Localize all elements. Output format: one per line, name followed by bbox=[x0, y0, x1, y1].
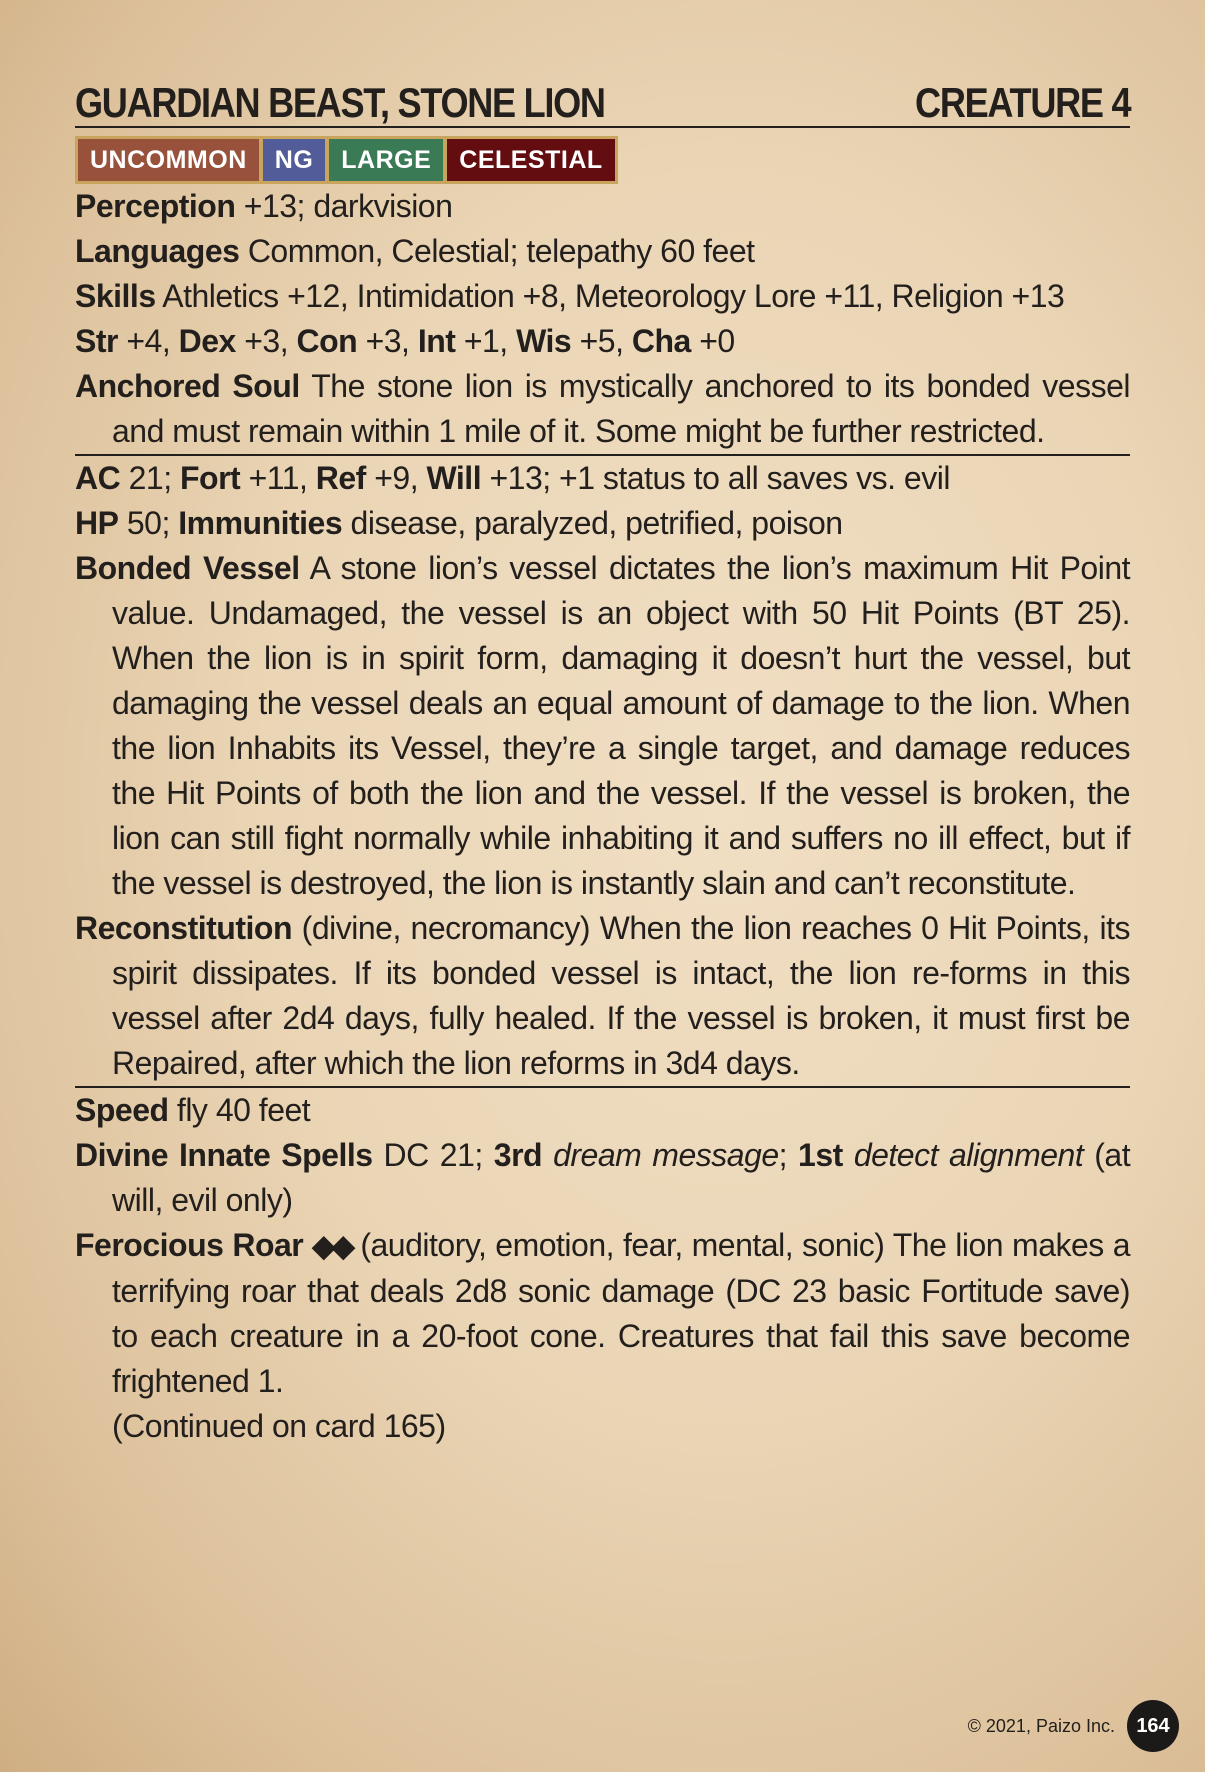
ref-value: +9, bbox=[365, 460, 427, 496]
wis-label: Wis bbox=[516, 323, 572, 359]
ref-label: Ref bbox=[315, 460, 366, 496]
speed-line bbox=[75, 1088, 1130, 1133]
hp-value: 50; bbox=[118, 505, 179, 541]
immunities-value: disease, paralyzed, petrified, poison bbox=[342, 505, 843, 541]
ac-label: AC bbox=[75, 460, 121, 496]
wis-value: +5, bbox=[571, 323, 632, 359]
trait-size: LARGE bbox=[329, 139, 443, 181]
trait-rarity: UNCOMMON bbox=[78, 139, 259, 181]
anchored-soul-line bbox=[75, 364, 1130, 454]
fort-label: Fort bbox=[179, 460, 241, 496]
cha-value: +0 bbox=[690, 323, 735, 359]
page-number-badge: 164 bbox=[1127, 1700, 1179, 1752]
defense-line bbox=[75, 456, 1130, 501]
dex-value: +3, bbox=[235, 323, 297, 359]
skills-text: Athletics +12, Intimidation +8, Meteorology Lore +11, Religion +13 bbox=[155, 278, 1065, 314]
continued-note: (Continued on card 165) bbox=[112, 1408, 446, 1444]
reconstitution-text: (divine, necromancy) When the lion reaches 0 Hit Points, its spirit dissipates. If its bonded vessel is intact, the lion re-forms in this vessel after 2d4 days, fully healed. If the vessel is broken, it must first be Repaired, after which the lion reforms in 3d4 days. bbox=[112, 910, 1130, 1081]
reconstitution-line bbox=[75, 906, 1130, 1086]
spell-rank-1: 1st bbox=[798, 1137, 843, 1173]
ferocious-roar-line bbox=[75, 1223, 1130, 1404]
con-label: Con bbox=[296, 323, 358, 359]
perception-text: +13; darkvision bbox=[235, 188, 453, 224]
two-action-icon: ◆◆ bbox=[312, 1230, 352, 1263]
spells-line bbox=[75, 1133, 1130, 1223]
stat-block bbox=[75, 70, 1130, 1449]
trait-type: CELESTIAL bbox=[447, 139, 614, 181]
anchored-soul-text: The stone lion is mystically anchored to its bonded vessel and must remain within 1 mile of it. Some might be further restricted. bbox=[112, 368, 1131, 449]
creature-level: CREATURE 4 bbox=[914, 79, 1130, 126]
perception-label: Perception bbox=[75, 188, 236, 224]
trait-list bbox=[75, 136, 618, 184]
bonded-vessel-line bbox=[75, 546, 1130, 906]
hp-label: HP bbox=[75, 505, 119, 541]
dex-label: Dex bbox=[178, 323, 236, 359]
immunities-label: Immunities bbox=[178, 505, 343, 541]
int-value: +1, bbox=[455, 323, 517, 359]
spell-dream-message: dream message bbox=[553, 1137, 779, 1173]
title-row bbox=[75, 70, 1130, 128]
card-footer bbox=[968, 1700, 1179, 1752]
skills-line bbox=[75, 274, 1130, 319]
fort-value: +11, bbox=[240, 460, 316, 496]
hp-line bbox=[75, 501, 1130, 546]
str-value: +4, bbox=[117, 323, 179, 359]
creature-name: GUARDIAN BEAST, STONE LION bbox=[75, 79, 605, 126]
skills-label: Skills bbox=[75, 278, 156, 314]
int-label: Int bbox=[417, 323, 456, 359]
bonded-vessel-label: Bonded Vessel bbox=[75, 550, 300, 586]
speed-text: fly 40 feet bbox=[168, 1092, 311, 1128]
spell-rank-3: 3rd bbox=[493, 1137, 543, 1173]
spells-tail: (at will, evil only) bbox=[112, 1137, 1131, 1218]
perception-line bbox=[75, 184, 1130, 229]
str-label: Str bbox=[75, 323, 118, 359]
ferocious-roar-label: Ferocious Roar bbox=[75, 1227, 304, 1263]
spells-separator: ; bbox=[778, 1137, 799, 1173]
reconstitution-label: Reconstitution bbox=[75, 910, 292, 946]
spell-detect-alignment: detect alignment bbox=[853, 1137, 1084, 1173]
languages-text: Common, Celestial; telepathy 60 feet bbox=[239, 233, 755, 269]
ferocious-roar-text: (auditory, emotion, fear, mental, sonic) The lion makes a terrifying roar that deals 2d8 sonic damage (DC 23 basic Fortitude save) to each creature in a 20-foot cone. Creatures that fail this save become frightened 1. bbox=[112, 1227, 1131, 1399]
languages-label: Languages bbox=[75, 233, 240, 269]
cha-label: Cha bbox=[631, 323, 691, 359]
spells-dc: DC 21; bbox=[372, 1137, 494, 1173]
speed-label: Speed bbox=[75, 1092, 169, 1128]
con-value: +3, bbox=[357, 323, 418, 359]
ability-scores-line bbox=[75, 319, 1130, 364]
trait-alignment: NG bbox=[263, 139, 326, 181]
anchored-soul-label: Anchored Soul bbox=[75, 368, 300, 404]
will-label: Will bbox=[426, 460, 482, 496]
copyright: © 2021, Paizo Inc. bbox=[967, 1715, 1115, 1736]
ac-value: 21; bbox=[120, 460, 180, 496]
spells-label: Divine Innate Spells bbox=[75, 1137, 373, 1173]
bonded-vessel-text: A stone lion’s vessel dictates the lion’s maximum Hit Point value. Undamaged, the vessel is an object with 50 Hit Points (BT 25). When the lion is in spirit form, damaging it doesn’t hurt the vessel, but damaging the vessel deals an equal amount of damage to the lion. When the lion Inhabits its Vessel, they’re a single target, and damage reduces the Hit Points of both the lion and the vessel. If the vessel is broken, the lion can still fight normally while inhabiting it and suffers no ill effect, but if the vessel is destroyed, the lion is instantly slain and can’t reconstitute. bbox=[112, 550, 1130, 901]
languages-line bbox=[75, 229, 1130, 274]
will-value: +13; +1 status to all saves vs. evil bbox=[481, 460, 950, 496]
